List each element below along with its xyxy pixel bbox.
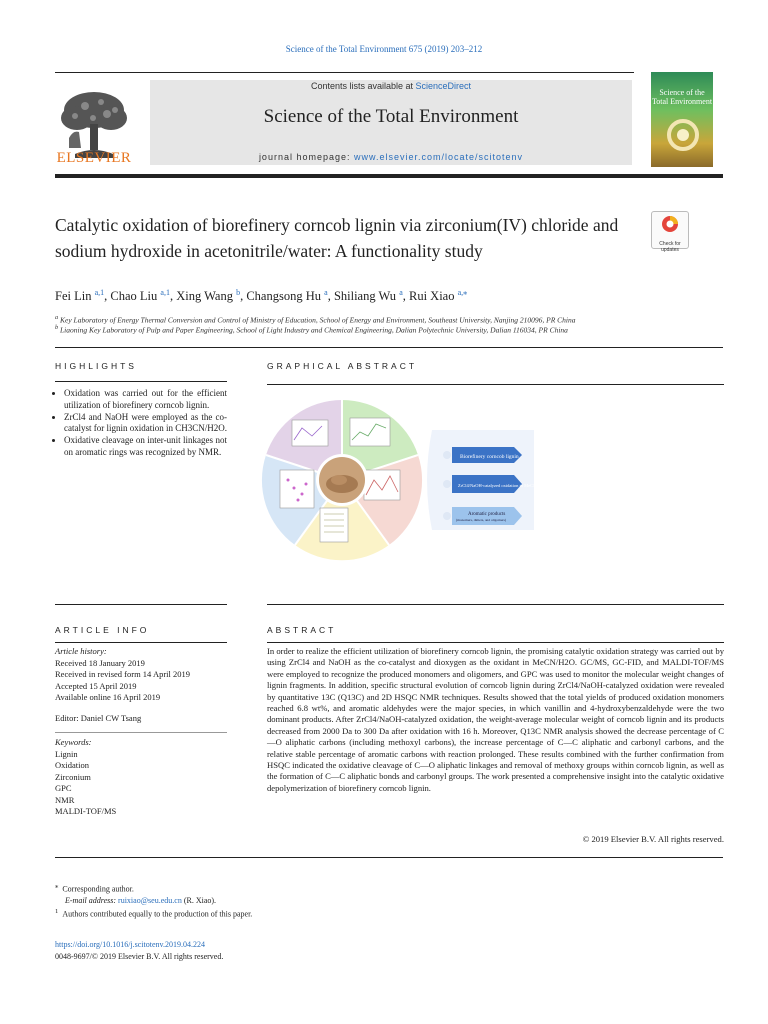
- publisher-wordmark: ELSEVIER: [56, 150, 132, 166]
- graphical-abstract-rule: [267, 384, 724, 385]
- highlights-list: [55, 388, 227, 459]
- graphical-abstract-heading: GRAPHICAL ABSTRACT: [267, 361, 418, 371]
- highlight-item: • Oxidation was carried out for the efficient utilization of biorefinery corncob lignin.: [64, 388, 227, 412]
- affiliation-mark: a: [55, 314, 59, 321]
- keyword: GPC: [55, 783, 72, 793]
- highlights-rule: [55, 381, 227, 382]
- email-link[interactable]: ruixiao@seu.edu.cn: [118, 895, 182, 905]
- affiliation: [55, 324, 735, 335]
- author-list: Fei Lin $^{a,1}$, Chao Liu $^{a,1}$, Xing Wang $^b$, Changsong Hu $^a$, Shiliang Wu $^a$, Rui Xiao $^{a,⁎}$: [55, 288, 468, 304]
- equal-contribution-text: Authors contributed equally to the production of this paper.: [62, 909, 253, 919]
- email-suffix: (R. Xiao).: [181, 895, 217, 905]
- ga-label-products-detail: (monomers, dimers, and oligomers): [456, 518, 507, 522]
- issn-line: 0048-9697/© 2019 Elsevier B.V. All rights reserved.: [55, 952, 224, 961]
- history-entry: Accepted 15 April 2019: [55, 680, 137, 691]
- abstract-top-rule: [267, 604, 724, 605]
- author-name[interactable]: Rui Xiao: [409, 289, 455, 304]
- author-affiliation-mark[interactable]: a,⁎: [457, 288, 468, 297]
- cover-ring-graphic: [666, 118, 700, 152]
- history-entry: Received in revised form 14 April 2019: [55, 669, 191, 679]
- affiliation-text: Liaoning Key Laboratory of Pulp and Paper Engineering, School of Light Industry and Chemical Engineering, Dalian Polytechnic University, Dalian 116034, PR China: [60, 325, 568, 335]
- keyword: Zirconium: [55, 771, 91, 782]
- journal-title: Science of the Total Environment: [263, 106, 519, 127]
- affiliation-text: Key Laboratory of Energy Thermal Conversion and Control of Ministry of Education, School of Energy and Environment, Southeast University, Nanjing 210096, PR China: [60, 315, 576, 325]
- article-info-rule: [55, 642, 227, 643]
- equal-contribution-note: $^1$ Authors contributed equally to the production of this paper.: [55, 907, 253, 919]
- highlight-item: • Oxidative cleavage on inter-unit linkages not on aromatic rings was recognized by NMR.: [64, 435, 227, 459]
- header-top-rule: [55, 72, 634, 73]
- article-title: Catalytic oxidation of biorefinery corncob lignin via zirconium(IV) chloride and sodium hydroxide in acetonitrile/water: A functionality study: [55, 215, 619, 261]
- homepage-label: journal homepage:: [258, 152, 354, 162]
- author-affiliation-mark[interactable]: a,1: [94, 288, 105, 297]
- editor: Editor: Daniel CW Tsang: [55, 713, 142, 723]
- highlight-item: • ZrCl4 and NaOH were employed as the co-catalyst for lignin oxidation in CH3CN/H2O.: [64, 412, 227, 436]
- corresponding-author-note: ⁎ Corresponding author.: [55, 883, 134, 894]
- footer-rule: [55, 857, 723, 858]
- affiliation: [55, 314, 735, 325]
- graphical-abstract-figure[interactable]: [262, 395, 547, 565]
- author-affiliation-mark[interactable]: a: [324, 288, 328, 297]
- author-affiliation-mark[interactable]: a: [399, 288, 403, 297]
- author-name[interactable]: Shiliang Wu: [333, 289, 397, 304]
- ga-label-process: ZrCl4/NaOH-catalyzed oxidation in MeCN/H2O: [458, 483, 547, 488]
- author-name[interactable]: Chao Liu: [110, 289, 158, 304]
- keyword: Oxidation: [55, 760, 89, 770]
- article-info-top-rule: [55, 604, 227, 605]
- article-history: [55, 646, 227, 704]
- abstract-text: In order to realize the efficient utilization of biorefinery corncob lignin, the promising catalytic oxidation strategy was carried out by using ZrCl4 and NaOH as the co-catalyst and dioxygen as the oxidant in MeCN/H2O. GC/MS, GC-FID, and MALDI-TOF/MS were employed to recognize the produced monomers and oligomers, and GPC was used to monitor the molecular weight changes of lignin fragments. In addition, specific structural evolution of corncob lignin during ZrCl4/NaOH-catalyzed oxidation were revealed by quantitative 13C (Q13C) and 2D HSQC NMR techniques. Results showed that the total yields of produced oxidation monomers reached 6.8 wt%, and aromatic aldehydes were the major species, in which vanillin and 4-hydroxybenzaldehyde were the two dominant products. After ZrCl4/NaOH-catalyzed oxidation, the weight-average molecular weight of corncob lignin and its products decreased from 2000 Da to 300 Da after oxidation with 16 h. Moreover, Q13C NMR analysis showed the decrease percentage of C—O aliphatic carbons (including methoxyl carbons), the increase percentage of C—C aliphatic and carbonyl carbons, and the relative stable percentage of aromatic carbons with reaction prolonged. These results combined with the further confirmation from HSQC indicated the oxidative cleavage of C—O aliphatic linkages and removal of methoxy groups within corncob lignin, as well as the formation of C—C aliphatic bonds and carbonyl groups. The work presented a comprehensive insight into the catalytic oxidative depolymerization of biorefinery corncob lignin.: [267, 646, 724, 793]
- author-name[interactable]: Changsong Hu: [246, 289, 321, 304]
- author-affiliation-mark[interactable]: a,1: [160, 288, 170, 297]
- abstract-heading: ABSTRACT: [267, 625, 337, 635]
- email-label: E-mail address:: [65, 895, 119, 905]
- footnotes: [55, 881, 555, 919]
- keyword: Lignin: [55, 748, 78, 759]
- keywords-rule: [55, 732, 227, 733]
- affiliation-mark: b: [55, 324, 59, 331]
- keyword: MALDI-TOF/MS: [55, 806, 117, 816]
- keywords-label: Keywords:: [55, 737, 92, 747]
- email-note: [55, 895, 555, 906]
- doi-link[interactable]: https://doi.org/10.1016/j.scitotenv.2019.04.224: [55, 940, 205, 949]
- author-name[interactable]: Xing Wang: [176, 289, 233, 304]
- check-for-updates-button[interactable]: [651, 211, 689, 253]
- ga-label-products: Aromatic products: [468, 512, 506, 517]
- check-updates-label: Check for updates: [659, 241, 681, 253]
- journal-reference[interactable]: Science of the Total Environment 675 (2019) 203–212: [285, 44, 483, 54]
- abstract-rule: [267, 642, 724, 643]
- corresponding-author-text: Corresponding author.: [62, 884, 134, 894]
- history-entry: Received 18 January 2019: [55, 657, 145, 668]
- keyword: NMR: [55, 794, 75, 805]
- contents-prefix: Contents lists available at: [310, 81, 416, 91]
- ga-label-feedstock: Biorefinery corncob lignin: [460, 454, 519, 460]
- homepage-link[interactable]: www.elsevier.com/locate/scitotenv: [354, 152, 524, 162]
- section-rule: [55, 347, 723, 348]
- keywords: [55, 737, 227, 818]
- header-bottom-rule: [55, 174, 723, 178]
- journal-cover-title: Science of the Total Environment: [651, 88, 713, 106]
- sciencedirect-link[interactable]: ScienceDirect: [415, 81, 472, 91]
- check-updates-icon: [652, 212, 688, 236]
- contents-line: [150, 81, 632, 91]
- abstract-copyright: © 2019 Elsevier B.V. All rights reserved.: [582, 834, 724, 844]
- article-history-label: Article history:: [55, 646, 107, 656]
- article-info-heading: ARTICLE INFO: [55, 625, 150, 635]
- highlights-heading: HIGHLIGHTS: [55, 361, 137, 371]
- author-affiliation-mark[interactable]: b: [236, 288, 241, 297]
- history-entry: Available online 16 April 2019: [55, 692, 161, 702]
- journal-homepage: [150, 152, 632, 162]
- author-name[interactable]: Fei Lin: [55, 289, 92, 304]
